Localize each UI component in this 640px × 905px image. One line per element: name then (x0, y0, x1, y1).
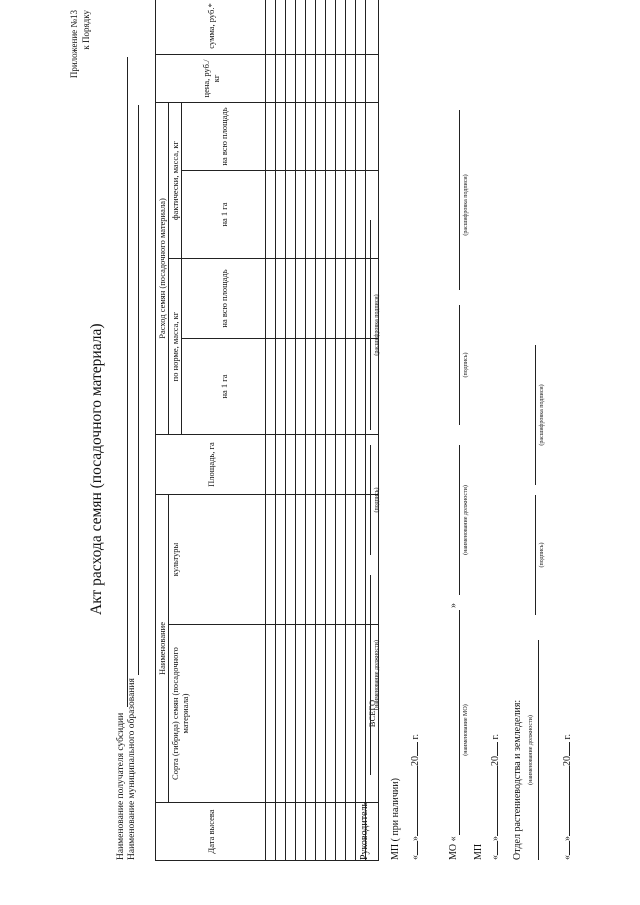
recipient-label: Наименование получателя субсидии (116, 712, 126, 860)
table-row (296, 0, 306, 861)
mo-caption: (наименование МО) (463, 704, 469, 756)
table-row (306, 0, 316, 861)
dept-decoding-line (535, 345, 536, 485)
municipality-line (138, 105, 139, 675)
header-consumption-group: Расход семян (посадочного материала) (156, 102, 169, 434)
mo-name-line (459, 610, 460, 835)
date-close-quote: » (410, 836, 421, 841)
date-close-quote: » (490, 836, 501, 841)
table-row (326, 0, 336, 861)
year-prefix: 20 (490, 756, 501, 766)
table-row (336, 0, 346, 861)
date-close-quote: » (562, 836, 573, 841)
header-actual-whole-area: на всю площадь (182, 102, 266, 170)
year-prefix: 20 (562, 756, 573, 766)
header-norm-group: по норме, масса, кг (169, 259, 182, 435)
header-norm-whole-area: на всю площадь (182, 259, 266, 339)
header-name-group: Наименование (156, 495, 169, 803)
dept-signature-line (535, 495, 536, 615)
dept-position-caption: (наименование должности) (528, 715, 534, 785)
mo-date-line (490, 734, 501, 860)
appendix-note (68, 10, 92, 130)
dept-decoding-caption: (расшифровка подписи) (539, 384, 545, 446)
year-suffix: г. (410, 734, 421, 740)
mo-position-line (459, 445, 460, 595)
header-variety: Сорта (гибрида) семян (посадочного материала) (169, 625, 266, 803)
dept-label: Отдел растениеводства и земледелия: (512, 699, 523, 860)
table-row-total (366, 0, 379, 861)
total-label: ВСЕГО (366, 625, 379, 803)
header-actual-group: фактически, масса, кг (169, 102, 182, 258)
head-label: Руководитель (359, 801, 370, 860)
table-row (346, 0, 356, 861)
municipality-label: Наименование муниципального образования (127, 678, 137, 860)
header-actual-per-ha: на 1 га (182, 171, 266, 259)
dept-signature-caption: (подпись) (539, 542, 545, 568)
date-open-quote: « (410, 855, 421, 860)
mo-signature-line (459, 305, 460, 425)
head-date-line (410, 734, 421, 860)
head-signature-caption: (подпись) (374, 487, 380, 513)
date-open-quote: « (490, 855, 501, 860)
appendix-line-1: Приложение №13 (69, 10, 79, 79)
year-suffix: г. (490, 734, 501, 740)
seed-consumption-table (155, 0, 379, 861)
table-row (356, 0, 366, 861)
year-suffix: г. (562, 734, 573, 740)
mo-signature-caption: (подпись) (463, 352, 469, 378)
head-position-caption: (наименование должности) (374, 640, 380, 710)
mo-label: МО « (448, 836, 459, 860)
mo-decoding-caption: (расшифровка подписи) (463, 174, 469, 236)
table-header-row-1 (156, 0, 169, 861)
header-sum: сумма, руб.* (156, 0, 266, 54)
header-area: Площадь, га (156, 435, 266, 495)
mp-label: МП (473, 843, 484, 860)
header-norm-per-ha: на 1 га (182, 339, 266, 435)
table-row (286, 0, 296, 861)
table-row (316, 0, 326, 861)
table-row (266, 0, 276, 861)
mp-optional-label: МП ( при наличии) (390, 778, 401, 860)
head-decoding-caption: (расшифровка подписи) (374, 294, 380, 356)
date-open-quote: « (562, 855, 573, 860)
header-price: цена, руб./кг (156, 54, 266, 102)
head-decoding-line (370, 220, 371, 430)
document-title: Акт расхода семян (посадочного материала) (88, 323, 105, 615)
head-signature-line (370, 445, 371, 555)
header-date: Дата высева (156, 803, 266, 861)
table-header-row-2 (169, 0, 182, 861)
dept-date-line (562, 734, 573, 860)
recipient-line (127, 57, 128, 707)
table-row (276, 0, 286, 861)
year-prefix: 20 (410, 756, 421, 766)
mo-decoding-line (459, 110, 460, 290)
appendix-line-2: к Порядку (81, 10, 91, 50)
head-position-line (370, 575, 371, 775)
mo-position-caption: (наименование должности) (463, 485, 469, 555)
mo-close-quote: » (448, 603, 459, 608)
header-crop: культуры (169, 495, 266, 625)
dept-position-line (538, 640, 539, 860)
